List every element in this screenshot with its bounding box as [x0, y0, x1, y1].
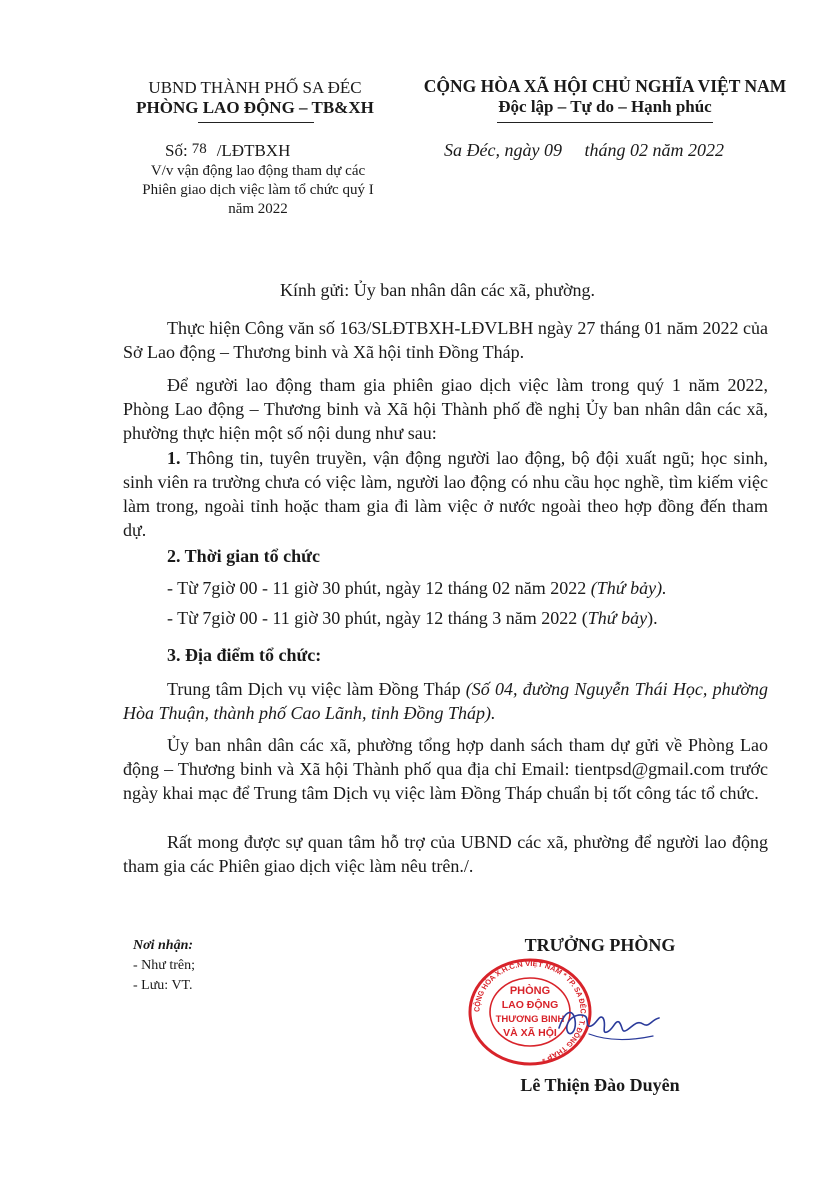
location-address: (Số 04, đường Nguyễn Thái Học, phường Hòa Thuận, thành phố Cao Lãnh, tỉnh Đồng Tháp). [123, 679, 768, 723]
paragraph-2: Để người lao động tham gia phiên giao dịch việc làm trong quý 1 năm 2022, Phòng Lao động – Thương binh và Xã hội Thành phố đề nghị Ủy ban nhân dân các xã, phường thực hiện một số nội dung như sau: [123, 375, 768, 443]
document-number [165, 141, 290, 161]
schedule-line-1 [167, 578, 667, 599]
item-1-number: 1. [167, 448, 181, 468]
national-motto [400, 76, 810, 117]
schedule-1-text: - Từ 7giờ 00 - 11 giờ 30 phút, ngày 12 tháng 02 năm 2022 [167, 578, 591, 598]
document-date: Sa Đéc, ngày 09 tháng 02 năm 2022 [444, 140, 724, 160]
svg-text:THƯƠNG BINH: THƯƠNG BINH [495, 1014, 565, 1025]
schedule-1-day: (Thứ bảy). [590, 578, 667, 598]
location-name: Trung tâm Dịch vụ việc làm Đồng Tháp [167, 679, 466, 699]
so-suffix: /LĐTBXH [216, 141, 291, 160]
so-label: Số: [165, 141, 188, 160]
signer-title: TRƯỞNG PHÒNG [524, 935, 676, 955]
header-underline-right [497, 122, 713, 123]
section-heading-time: 2. Thời gian tổ chức [167, 546, 320, 566]
header-underline-left [198, 122, 314, 123]
recipient-item: - Lưu: VT. [133, 978, 193, 993]
paragraph-1: Thực hiện Công văn số 163/SLĐTBXH-LĐVLBH ngày 27 tháng 01 năm 2022 của Sở Lao động – Thương binh và Xã hội tỉnh Đồng Tháp. [123, 318, 768, 362]
paragraph-item-1 [123, 446, 768, 542]
schedule-2-text: - Từ 7giờ 00 - 11 giờ 30 phút, ngày 12 tháng 3 năm 2022 ( [167, 608, 588, 628]
issuing-organization [110, 78, 400, 118]
section-heading-location: 3. Địa điểm tổ chức: [167, 645, 322, 665]
location-paragraph [123, 677, 768, 725]
org-line-2: PHÒNG LAO ĐỘNG – TB&XH [136, 98, 374, 117]
schedule-2-day: Thứ bảy [587, 608, 648, 628]
recipient-item: - Như trên; [133, 958, 196, 973]
paragraph-closing: Rất mong được sự quan tâm hỗ trợ của UBND các xã, phường để người lao động tham gia các Phiên giao dịch việc làm nêu trên./. [123, 832, 768, 876]
document-subject: V/v vận động lao động tham dự các Phiên giao dịch việc làm tổ chức quý I năm 2022 [142, 163, 374, 217]
schedule-2-end: ). [647, 608, 658, 628]
svg-text:CỘNG HÒA X.H.C.N VIỆT NAM * TP: CỘNG HÒA X.H.C.N VIỆT NAM * TP. SA ĐÉC - T. ĐỒNG THÁP * [472, 959, 588, 1064]
nation-line-1: CỘNG HÒA XÃ HỘI CHỦ NGHĨA VIỆT NAM [423, 76, 787, 96]
svg-text:VÀ XÃ HỘI: VÀ XÃ HỘI [503, 1027, 557, 1039]
item-1-text: Thông tin, tuyên truyền, vận động người lao động, bộ đội xuất ngũ; học sinh, sinh viên ra trường chưa có việc làm, người lao động có nhu cầu học nghề, tìm kiếm việc làm trong, ngoài tỉnh hoặc tham gia đi làm việc ở nước ngoài theo hợp đồng đến tham dự. [123, 448, 768, 540]
svg-text:LAO ĐỘNG: LAO ĐỘNG [501, 999, 559, 1011]
handwritten-signature [555, 990, 665, 1050]
signer-name: Lê Thiện Đào Duyên [520, 1075, 680, 1095]
greeting: Kính gửi: Ủy ban nhân dân các xã, phường. [280, 280, 595, 300]
paragraph-submission: Ủy ban nhân dân các xã, phường tổng hợp danh sách tham dự gửi về Phòng Lao động – Thương binh và Xã hội Thành phố qua địa chỉ Email: tientpsd@gmail.com trước ngày khai mạc để Trung tâm Dịch vụ việc làm Đồng Tháp chuẩn bị tốt công tác tổ chức. [123, 735, 768, 803]
schedule-line-2 [167, 608, 658, 629]
so-number: 78 [191, 141, 207, 157]
svg-text:PHÒNG: PHÒNG [509, 985, 551, 997]
recipients-label: Nơi nhận: [133, 938, 194, 953]
recipients-block [133, 936, 195, 996]
nation-line-2: Độc lập – Tự do – Hạnh phúc [498, 97, 712, 116]
org-line-1: UBND THÀNH PHỐ SA ĐÉC [148, 78, 362, 97]
